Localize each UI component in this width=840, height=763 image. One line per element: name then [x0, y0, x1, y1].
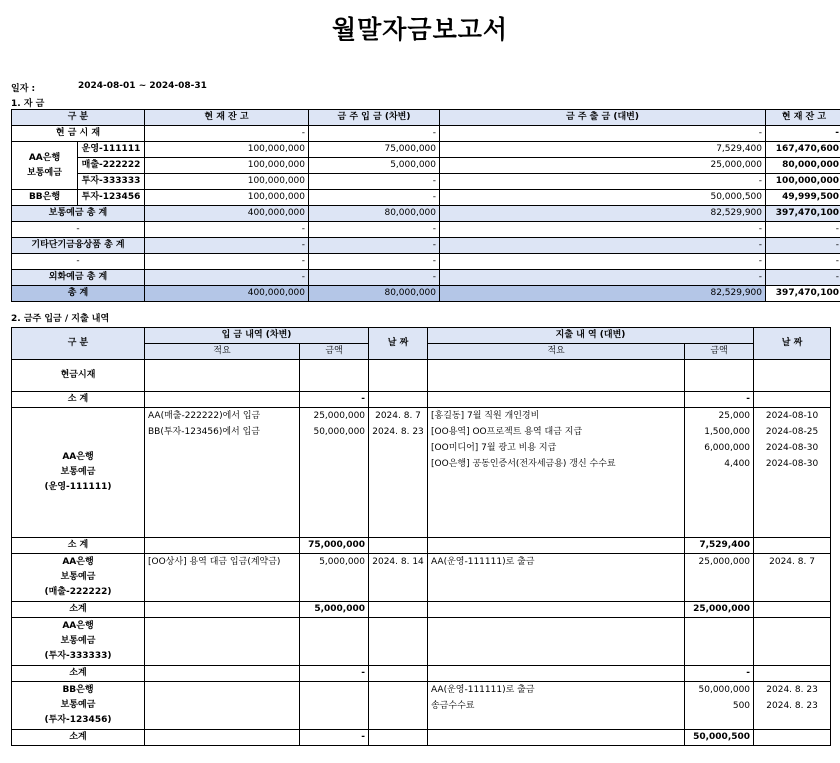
- income-desc-cell: [145, 618, 300, 666]
- income-amount: 25,000,000: [313, 411, 366, 421]
- income-amount-cell: [300, 360, 369, 392]
- income-amount-cell: [300, 408, 369, 538]
- income-desc-cell: [145, 666, 300, 682]
- flows-header-income-amount: 금액: [300, 344, 369, 360]
- funds-row-cash: [12, 126, 840, 142]
- income-desc: [OO상사] 용역 대금 입금(계약금): [148, 557, 281, 567]
- expense-subtotal: -: [685, 666, 754, 682]
- funds-header-current: 현 재 잔 고: [766, 110, 840, 126]
- in-cell: -: [309, 174, 440, 190]
- out-cell: -: [440, 238, 766, 254]
- balance-cell: -: [145, 270, 309, 286]
- expense-date: 2024-08-10: [765, 411, 819, 421]
- funds-row-fx-total: [12, 270, 840, 286]
- expense-subtotal: 25,000,000: [685, 602, 754, 618]
- income-desc-cell: [145, 682, 300, 730]
- flows-table: [11, 327, 831, 746]
- income-subtotal: -: [300, 392, 369, 408]
- in-cell: -: [309, 238, 440, 254]
- income-date: 2024. 8. 7: [375, 411, 421, 421]
- current-cell: 100,000,000: [766, 174, 840, 190]
- account-cell: 투자-333333: [78, 174, 145, 190]
- out-cell: 25,000,000: [440, 158, 766, 174]
- income-date-cell: [369, 730, 428, 746]
- flows-header-expense-date: 날 짜: [754, 328, 831, 360]
- balance-cell: 100,000,000: [145, 158, 309, 174]
- in-cell: 80,000,000: [309, 206, 440, 222]
- subtotal-label: 소 계: [12, 392, 145, 408]
- funds-row-savings-total: [12, 206, 840, 222]
- income-desc-cell: [145, 392, 300, 408]
- balance-cell: -: [145, 126, 309, 142]
- subtotal-label: 소계: [12, 602, 145, 618]
- in-cell: 80,000,000: [309, 286, 440, 302]
- flows-subtotal-aa-sales: [12, 602, 831, 618]
- row-label: 보통예금 총 계: [12, 206, 145, 222]
- income-date-cell: [369, 360, 428, 392]
- section1-title: 1. 자 금: [11, 99, 45, 109]
- row-label: 현 금 시 재: [12, 126, 145, 142]
- current-cell: -: [766, 126, 840, 142]
- expense-date-cell: [754, 682, 831, 730]
- expense-amount: 25,000: [718, 411, 751, 421]
- income-amount-cell: [300, 618, 369, 666]
- funds-row-aa-2: [12, 158, 840, 174]
- expense-date: 2024. 8. 7: [769, 557, 815, 567]
- in-cell: -: [309, 126, 440, 142]
- expense-subtotal: 7,529,400: [685, 538, 754, 554]
- expense-desc-cell: [428, 408, 685, 538]
- income-date-cell: [369, 602, 428, 618]
- income-subtotal: -: [300, 730, 369, 746]
- date-range: 2024-08-01 ~ 2024-08-31: [78, 81, 207, 91]
- category-label: BB은행 보통예금 (투자-123456): [12, 682, 145, 730]
- flows-row-cash: [12, 360, 831, 392]
- in-cell: -: [309, 190, 440, 206]
- expense-desc: [OO미디어] 7월 광고 비용 지급: [431, 443, 557, 453]
- expense-date: 2024. 8. 23: [766, 685, 818, 695]
- funds-row-aa-3: [12, 174, 840, 190]
- category-label: 현금시재: [12, 360, 145, 392]
- expense-date-cell: [754, 538, 831, 554]
- current-cell: -: [766, 270, 840, 286]
- expense-amount: 4,400: [724, 459, 751, 469]
- out-cell: -: [440, 174, 766, 190]
- funds-row-other-total: [12, 238, 840, 254]
- balance-cell: -: [145, 222, 309, 238]
- subtotal-label: 소계: [12, 666, 145, 682]
- balance-cell: 100,000,000: [145, 190, 309, 206]
- flows-header-category: 구 분: [12, 328, 145, 360]
- balance-cell: 400,000,000: [145, 286, 309, 302]
- balance-cell: -: [145, 254, 309, 270]
- in-cell: 75,000,000: [309, 142, 440, 158]
- expense-date-cell: [754, 360, 831, 392]
- expense-subtotal: -: [685, 392, 754, 408]
- income-date-cell: [369, 666, 428, 682]
- expense-amount-cell: [685, 408, 754, 538]
- income-desc-cell: [145, 538, 300, 554]
- income-desc-cell: [145, 554, 300, 602]
- funds-row-aa-1: [12, 142, 840, 158]
- row-label: -: [12, 222, 145, 238]
- current-cell: 397,470,100: [766, 206, 840, 222]
- balance-cell: 100,000,000: [145, 142, 309, 158]
- expense-desc-cell: [428, 602, 685, 618]
- category-label: AA은행 보통예금 (투자-333333): [12, 618, 145, 666]
- expense-amount-cell: [685, 554, 754, 602]
- income-desc-cell: [145, 360, 300, 392]
- income-amount-cell: [300, 554, 369, 602]
- row-label: 총 계: [12, 286, 145, 302]
- expense-amount: 25,000,000: [698, 557, 751, 567]
- income-subtotal: 5,000,000: [300, 602, 369, 618]
- flows-subtotal-bb-inv: [12, 730, 831, 746]
- flows-subtotal-aa-op: [12, 538, 831, 554]
- flows-row-bb-inv: [12, 682, 831, 730]
- out-cell: 50,000,500: [440, 190, 766, 206]
- funds-table: [11, 109, 840, 302]
- current-cell: -: [766, 238, 840, 254]
- flows-header-income-desc: 적요: [145, 344, 300, 360]
- subtotal-label: 소계: [12, 730, 145, 746]
- income-desc-cell: [145, 730, 300, 746]
- expense-desc-cell: [428, 618, 685, 666]
- funds-row-dash-2: [12, 254, 840, 270]
- funds-header-category: 구 분: [12, 110, 145, 126]
- expense-date-cell: [754, 408, 831, 538]
- category-label: AA은행 보통예금 (운영-111111): [12, 408, 145, 538]
- in-cell: 5,000,000: [309, 158, 440, 174]
- expense-amount: 500: [732, 701, 751, 711]
- account-cell: 매출-222222: [78, 158, 145, 174]
- flows-subtotal-cash: [12, 392, 831, 408]
- income-amount: 5,000,000: [319, 557, 366, 567]
- balance-cell: 100,000,000: [145, 174, 309, 190]
- in-cell: -: [309, 270, 440, 286]
- current-cell: 49,999,500: [766, 190, 840, 206]
- income-desc: BB(투자-123456)에서 입금: [148, 427, 261, 437]
- out-cell: 82,529,900: [440, 286, 766, 302]
- flows-row-aa-sales: [12, 554, 831, 602]
- expense-amount-cell: [685, 360, 754, 392]
- expense-date-cell: [754, 666, 831, 682]
- flows-header-expense: 지출 내 역 (대변): [428, 328, 754, 344]
- funds-row-bb: [12, 190, 840, 206]
- out-cell: -: [440, 126, 766, 142]
- expense-desc: [OO용역] OO프로젝트 용역 대금 지급: [431, 427, 583, 437]
- row-label: 기타단기금융상품 총 계: [12, 238, 145, 254]
- flows-header-expense-desc: 적요: [428, 344, 685, 360]
- income-date: 2024. 8. 14: [372, 557, 424, 567]
- expense-amount: 1,500,000: [704, 427, 751, 437]
- flows-row-aa-op: [12, 408, 831, 538]
- flows-header-income-date: 날 짜: [369, 328, 428, 360]
- expense-subtotal: 50,000,500: [685, 730, 754, 746]
- expense-desc: [OO은행] 공동인증서(전자세금용) 갱신 수수료: [431, 459, 616, 469]
- expense-amount: 50,000,000: [698, 685, 751, 695]
- expense-desc: [홍길동] 7월 직원 개인경비: [431, 411, 540, 421]
- income-subtotal: -: [300, 666, 369, 682]
- date-label: 일자 :: [11, 84, 36, 94]
- income-amount: 50,000,000: [313, 427, 366, 437]
- out-cell: -: [440, 270, 766, 286]
- income-date: 2024. 8. 23: [372, 427, 424, 437]
- out-cell: -: [440, 222, 766, 238]
- expense-desc-cell: [428, 682, 685, 730]
- expense-desc-cell: [428, 392, 685, 408]
- income-date-cell: [369, 392, 428, 408]
- funds-header-in: 금 주 입 금 (차변): [309, 110, 440, 126]
- expense-desc: 송금수수료: [431, 701, 475, 711]
- balance-cell: -: [145, 238, 309, 254]
- expense-desc-cell: [428, 666, 685, 682]
- expense-date: 2024-08-30: [765, 459, 819, 469]
- funds-header-out: 금 주 출 금 (대변): [440, 110, 766, 126]
- expense-desc-cell: [428, 730, 685, 746]
- out-cell: 82,529,900: [440, 206, 766, 222]
- current-cell: 80,000,000: [766, 158, 840, 174]
- current-cell: 397,470,100: [766, 286, 840, 302]
- expense-amount: 6,000,000: [704, 443, 751, 453]
- aa-bank-label: AA은행 보통예금: [12, 142, 78, 190]
- out-cell: -: [440, 254, 766, 270]
- flows-header-row-1: [12, 328, 831, 344]
- account-cell: 운영-111111: [78, 142, 145, 158]
- report-title: 월말자금보고서: [331, 15, 509, 44]
- section2-title: 2. 금주 입금 / 지출 내역: [11, 314, 110, 324]
- expense-date: 2024. 8. 23: [766, 701, 818, 711]
- expense-date-cell: [754, 730, 831, 746]
- income-date-cell: [369, 682, 428, 730]
- out-cell: 7,529,400: [440, 142, 766, 158]
- expense-date: 2024-08-25: [765, 427, 819, 437]
- expense-desc-cell: [428, 538, 685, 554]
- expense-date-cell: [754, 618, 831, 666]
- expense-desc-cell: [428, 554, 685, 602]
- income-date-cell: [369, 554, 428, 602]
- expense-date-cell: [754, 602, 831, 618]
- income-date-cell: [369, 408, 428, 538]
- expense-desc: AA(운영-111111)로 출금: [431, 557, 535, 567]
- income-desc-cell: [145, 602, 300, 618]
- funds-header-row: [12, 110, 840, 126]
- funds-row-dash-1: [12, 222, 840, 238]
- flows-subtotal-aa-inv: [12, 666, 831, 682]
- income-subtotal: 75,000,000: [300, 538, 369, 554]
- account-cell: 투자-123456: [78, 190, 145, 206]
- funds-row-grand-total: [12, 286, 840, 302]
- row-label: 외화예금 총 계: [12, 270, 145, 286]
- expense-desc: AA(운영-111111)로 출금: [431, 685, 535, 695]
- income-desc: AA(매출-222222)에서 입금: [148, 411, 261, 421]
- expense-date-cell: [754, 392, 831, 408]
- expense-amount-cell: [685, 682, 754, 730]
- income-desc-cell: [145, 408, 300, 538]
- category-label: AA은행 보통예금 (매출-222222): [12, 554, 145, 602]
- expense-desc-cell: [428, 360, 685, 392]
- in-cell: -: [309, 222, 440, 238]
- flows-header-income: 입 금 내역 (차변): [145, 328, 369, 344]
- funds-header-balance: 현 재 잔 고: [145, 110, 309, 126]
- in-cell: -: [309, 254, 440, 270]
- row-label: -: [12, 254, 145, 270]
- income-amount-cell: [300, 682, 369, 730]
- expense-date-cell: [754, 554, 831, 602]
- income-date-cell: [369, 618, 428, 666]
- expense-date: 2024-08-30: [765, 443, 819, 453]
- flows-row-aa-inv: [12, 618, 831, 666]
- flows-header-expense-amount: 금액: [685, 344, 754, 360]
- current-cell: -: [766, 222, 840, 238]
- income-date-cell: [369, 538, 428, 554]
- current-cell: 167,470,600: [766, 142, 840, 158]
- current-cell: -: [766, 254, 840, 270]
- bb-bank-label: BB은행: [12, 190, 78, 206]
- subtotal-label: 소 계: [12, 538, 145, 554]
- balance-cell: 400,000,000: [145, 206, 309, 222]
- expense-amount-cell: [685, 618, 754, 666]
